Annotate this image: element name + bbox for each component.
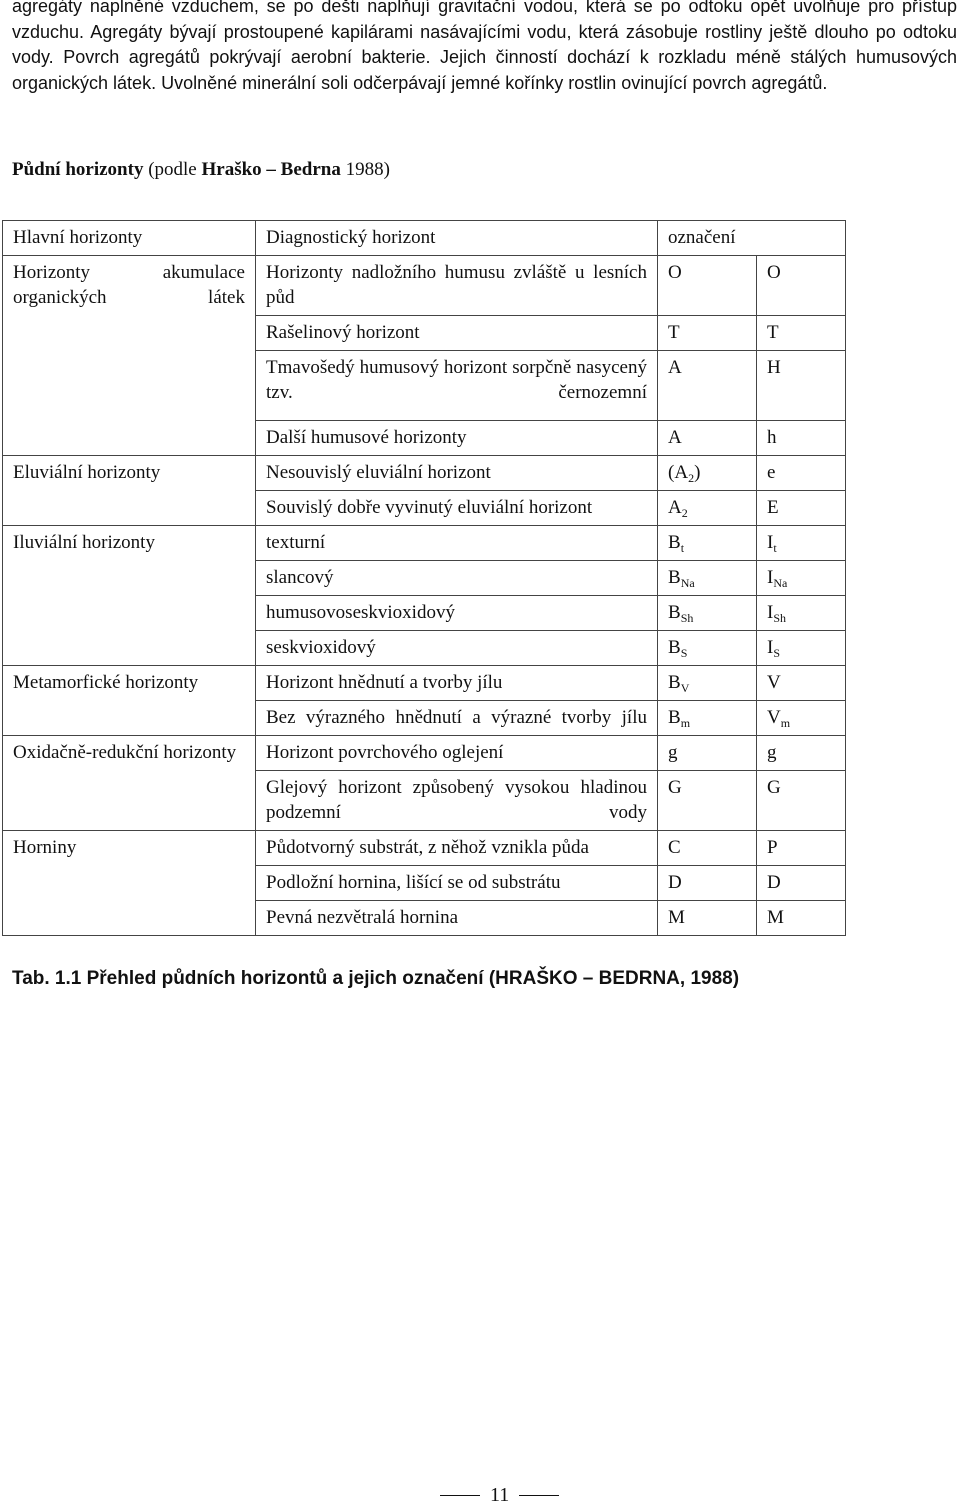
cell-main: Metamorfické horizonty xyxy=(3,666,256,736)
cell-diag: Nesouvislý eluviální horizont xyxy=(256,456,658,491)
cell-diag: Pevná nezvětralá hornina xyxy=(256,901,658,936)
heading-rest: (podle xyxy=(143,159,202,180)
cell-a: $B_{Sh}$ xyxy=(658,596,757,631)
cell-diag: Bez výrazného hnědnutí a výrazné tvorby jílu xyxy=(256,701,658,736)
cell-main: Iluviální horizonty xyxy=(3,526,256,666)
header-label-2 xyxy=(757,221,846,256)
section-heading xyxy=(12,159,390,181)
cell-diag: texturní xyxy=(256,526,658,561)
cell-diag: slancový xyxy=(256,561,658,596)
cell-a: $B_S$ xyxy=(658,631,757,666)
page-number-value: 11 xyxy=(490,1484,510,1506)
page-number-dash-right xyxy=(519,1495,559,1496)
page-number xyxy=(440,1484,559,1507)
cell-main: Horizonty akumulace organických látek xyxy=(3,256,256,421)
cell-b: D xyxy=(757,866,846,901)
cell-a: C xyxy=(658,831,757,866)
cell-b: G xyxy=(757,771,846,831)
cell-diag: Souvislý dobře vyvinutý eluviální horizont xyxy=(256,491,658,526)
table-row xyxy=(3,421,846,456)
cell-a: A xyxy=(658,351,757,421)
intro-paragraph xyxy=(12,0,957,96)
cell-b: V xyxy=(757,666,846,701)
cell-main: Eluviální horizonty xyxy=(3,456,256,526)
cell-b: T xyxy=(757,316,846,351)
cell-a: A xyxy=(658,421,757,456)
cell-a: $A_2$ xyxy=(658,491,757,526)
cell-diag: Horizont povrchového oglejení xyxy=(256,736,658,771)
table-row xyxy=(3,666,846,701)
cell-a: $(A_2)$ xyxy=(658,456,757,491)
header-label: označení xyxy=(658,221,757,256)
cell-a: T xyxy=(658,316,757,351)
cell-a: M xyxy=(658,901,757,936)
cell-b: H xyxy=(757,351,846,421)
header-main: Hlavní horizonty xyxy=(3,221,256,256)
cell-diag: Podložní hornina, lišící se od substrátu xyxy=(256,866,658,901)
page-number-dash-left xyxy=(440,1495,480,1496)
cell-a: O xyxy=(658,256,757,316)
cell-diag: Rašelinový horizont xyxy=(256,316,658,351)
heading-authors: Hraško – Bedrna xyxy=(201,159,341,180)
cell-diag: seskvioxidový xyxy=(256,631,658,666)
cell-b: h xyxy=(757,421,846,456)
cell-a: D xyxy=(658,866,757,901)
paragraph-body: Agregáty bývají prostoupené kapilárami nasávajícími vodu, která zásobuje rostliny ještě dlouho po odtoku vody. Povrch agregátů pokrývají aerobní bakterie. Jejich činností dochází k rozkladu méně stálých humusových organických látek. Uvolněné minerální soli odčerpávají jemné kořínky rostlin ovinující povrch agregátů. xyxy=(12,21,957,93)
table-caption: Tab. 1.1 Přehled půdních horizontů a jejich označení (HRAŠKO – BEDRNA, 1988) xyxy=(12,968,740,989)
cell-a: G xyxy=(658,771,757,831)
cell-b: g xyxy=(757,736,846,771)
cell-b: $V_m$ xyxy=(757,701,846,736)
table-header-row xyxy=(3,221,846,256)
heading-bold: Půdní horizonty xyxy=(12,159,144,180)
cell-diag: Horizont hnědnutí a tvorby jílu xyxy=(256,666,658,701)
cell-main: Oxidačně-redukční horizonty xyxy=(3,736,256,831)
cell-a: $B_{Na}$ xyxy=(658,561,757,596)
cell-diag: Horizonty nadložního humusu zvláště u lesních půd xyxy=(256,256,658,316)
cell-diag: Glejový horizont způsobený vysokou hladinou podzemní vody xyxy=(256,771,658,831)
cell-diag: Půdotvorný substrát, z něhož vznikla půda xyxy=(256,831,658,866)
cell-b: $I_{Sh}$ xyxy=(757,596,846,631)
cell-b: O xyxy=(757,256,846,316)
cell-b: P xyxy=(757,831,846,866)
cell-diag: Další humusové horizonty xyxy=(256,421,658,456)
header-diagnostic: Diagnostický horizont xyxy=(256,221,658,256)
cell-b: $I_t$ xyxy=(757,526,846,561)
cell-main: Horniny xyxy=(3,831,256,936)
table-row xyxy=(3,456,846,491)
cell-b: $I_{Na}$ xyxy=(757,561,846,596)
horizons-table xyxy=(2,220,846,936)
cell-b: M xyxy=(757,901,846,936)
table-row xyxy=(3,736,846,771)
paragraph-line-1: agregáty naplněné vzduchem, se po dešti naplňují gravitační vodou, která se po odtoku opět uvolňuje pro přístup vzduchu. xyxy=(12,0,957,42)
cell-a: $B_t$ xyxy=(658,526,757,561)
cell-b: $I_S$ xyxy=(757,631,846,666)
cell-a: g xyxy=(658,736,757,771)
cell-diag: humusovoseskvioxidový xyxy=(256,596,658,631)
cell-main xyxy=(3,421,256,456)
cell-a: $B_m$ xyxy=(658,701,757,736)
table-row xyxy=(3,831,846,866)
cell-a: $B_V$ xyxy=(658,666,757,701)
cell-b: E xyxy=(757,491,846,526)
cell-b: e xyxy=(757,456,846,491)
table-row xyxy=(3,526,846,561)
table-row xyxy=(3,256,846,316)
cell-diag: Tmavošedý humusový horizont sorpčně nasycený tzv. černozemní xyxy=(256,351,658,421)
heading-year: 1988) xyxy=(340,159,390,180)
